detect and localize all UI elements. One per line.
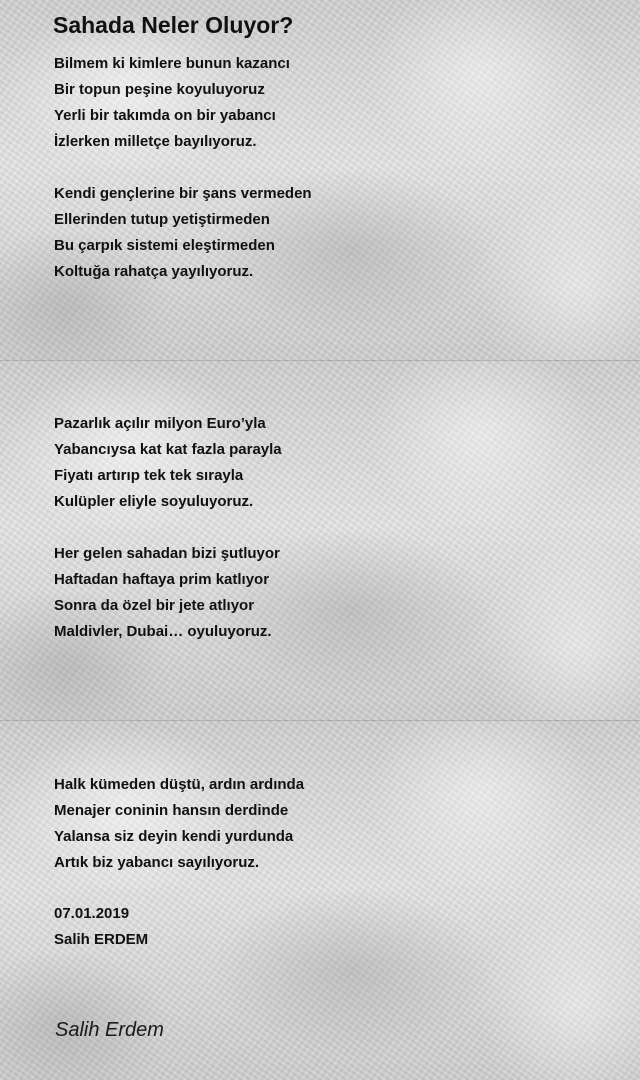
poem-line: Haftadan haftaya prim katlıyor — [54, 571, 270, 588]
poem-line: Halk kümeden düştü, ardın ardında — [54, 776, 305, 793]
poem-author: Salih ERDEM — [54, 931, 149, 948]
poem-line: Yerli bir takımda on bir yabancı — [54, 107, 276, 124]
poem-meta — [54, 901, 148, 953]
poem-line: Bu çarpık sistemi eleştirmeden — [54, 237, 275, 254]
poem-line: Fiyatı artırıp tek tek sırayla — [54, 467, 244, 484]
poem-line: Bilmem ki kimlere bunun kazancı — [54, 55, 290, 72]
poem-line: Bir topun peşine koyuluyoruz — [54, 81, 265, 98]
poem-line: Maldivler, Dubai… oyuluyoruz. — [54, 623, 272, 640]
poem-line: Kendi gençlerine bir şans vermeden — [54, 185, 312, 202]
poem-date: 07.01.2019 — [54, 905, 130, 922]
poem-title: Sahada Neler Oluyor? — [53, 12, 294, 38]
poem-line: Yalansa siz deyin kendi yurdunda — [54, 828, 294, 845]
author-signature: Salih Erdem — [55, 1019, 164, 1041]
poem-line: Koltuğa rahatça yayılıyoruz. — [54, 263, 254, 280]
stanza-1 — [54, 51, 290, 155]
poem-line: Ellerinden tutup yetiştirmeden — [54, 211, 270, 228]
stanza-2 — [54, 181, 312, 285]
poem-line: Yabancıysa kat kat fazla parayla — [54, 441, 282, 458]
poem-line: Artık biz yabancı sayılıyoruz. — [54, 854, 260, 871]
poem-line: Her gelen sahadan bizi şutluyor — [54, 545, 280, 562]
poem-line: Kulüpler eliyle soyuluyoruz. — [54, 493, 254, 510]
poem-line: Menajer coninin hansın derdinde — [54, 802, 289, 819]
poem-line: Sonra da özel bir jete atlıyor — [54, 597, 255, 614]
stanza-5 — [54, 772, 304, 876]
poem-line: İzlerken milletçe bayılıyoruz. — [54, 133, 257, 150]
stanza-4 — [54, 541, 280, 645]
poem-line: Pazarlık açılır milyon Euro’yla — [54, 415, 266, 432]
stanza-3 — [54, 411, 282, 515]
